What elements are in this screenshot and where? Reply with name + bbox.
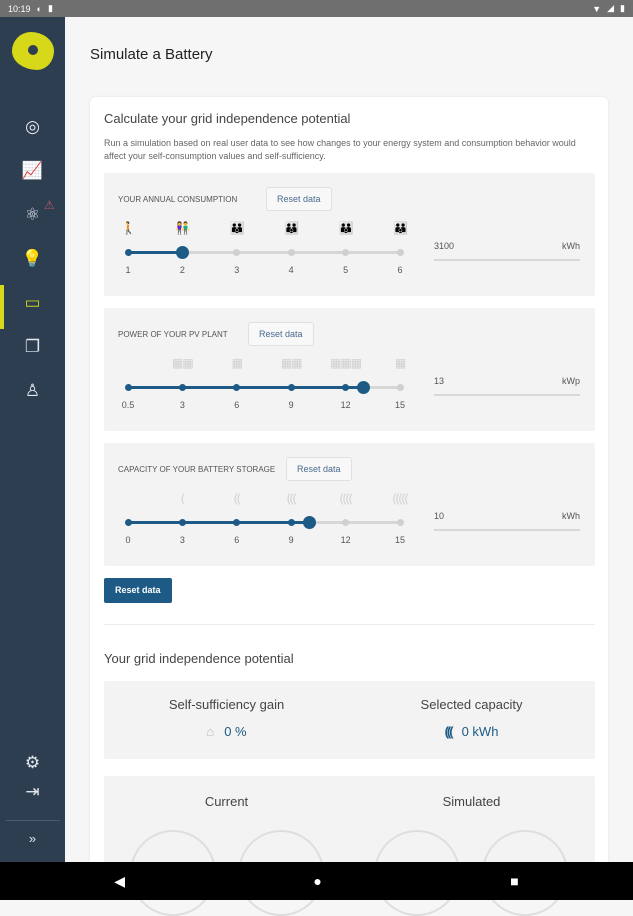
value-input[interactable]: [434, 376, 580, 396]
slider-stop[interactable]: [288, 384, 295, 391]
tick-label: 6: [397, 265, 403, 275]
status-bar: [0, 0, 633, 17]
unit-label: kWh: [562, 241, 580, 251]
gear-icon[interactable]: ⚙: [24, 753, 41, 772]
slider[interactable]: [121, 221, 407, 275]
tick-label: 3: [179, 535, 185, 545]
tick-label: 2: [179, 265, 185, 275]
slider-stop[interactable]: [233, 249, 240, 256]
level-icon: ▦▦▦: [330, 356, 362, 370]
level-icon: ▦▦: [172, 356, 193, 370]
house-icon: ⌂: [206, 724, 215, 739]
reset-all-button[interactable]: Reset data: [104, 578, 172, 603]
tick-label: 15: [394, 400, 406, 410]
unit-label: kWh: [562, 511, 580, 521]
battery-cells-icon: (((: [444, 724, 452, 739]
tick-label: 0: [125, 535, 131, 545]
clock: 10:19: [8, 3, 31, 14]
simulated-label: Simulated: [442, 794, 501, 809]
gain-value: 0 %: [224, 724, 247, 739]
tick-label: 15: [394, 535, 406, 545]
app-logo[interactable]: [12, 32, 54, 70]
slider-stop[interactable]: [179, 384, 186, 391]
slider-stop[interactable]: [342, 384, 349, 391]
divider: [104, 624, 595, 625]
user-icon[interactable]: ♙: [24, 381, 41, 400]
level-icon: ▦: [394, 356, 406, 370]
level-icon: 👪: [393, 221, 407, 235]
capacity-label: Selected capacity: [420, 697, 523, 712]
nodes-icon[interactable]: ⚛: [24, 205, 41, 224]
logout-icon[interactable]: ⇥: [25, 782, 40, 801]
value-input[interactable]: [434, 241, 580, 261]
slider-panel: [104, 173, 595, 296]
slider-stop[interactable]: [233, 384, 240, 391]
slider-label: CAPACITY OF YOUR BATTERY STORAGE: [118, 465, 276, 474]
tick-label: 6: [234, 400, 240, 410]
lightbulb-icon[interactable]: 💡: [21, 249, 44, 268]
reset-data-button[interactable]: Reset data: [286, 457, 352, 481]
slider-stop[interactable]: [288, 519, 295, 526]
wifi-icon: ▼: [592, 3, 602, 14]
current-label: Current: [204, 794, 249, 809]
tick-label: 9: [288, 400, 294, 410]
slider-stop[interactable]: [397, 384, 404, 391]
results-title: Your grid independence potential: [104, 651, 294, 666]
slider-stop[interactable]: [397, 519, 404, 526]
tick-label: 0.5: [121, 400, 135, 410]
dashboard-icon[interactable]: ◎: [25, 117, 40, 136]
slider-stop[interactable]: [125, 249, 132, 256]
slider-label: YOUR ANNUAL CONSUMPTION: [118, 195, 238, 204]
battery-icon[interactable]: ▭: [0, 285, 65, 321]
slider-stop[interactable]: [125, 384, 132, 391]
level-icon: (: [180, 491, 184, 505]
warning-icon: ⚠: [44, 198, 55, 212]
home-icon[interactable]: ●: [313, 873, 322, 889]
slider[interactable]: [125, 491, 408, 545]
recents-icon[interactable]: ■: [510, 873, 519, 889]
section-description: Run a simulation based on real user data to see how changes to your energy system and consumption behavior would affect your self-consumption values and self-sufficiency.: [104, 138, 576, 161]
line-chart-icon[interactable]: 📈: [21, 161, 44, 180]
summary-panel: [104, 681, 595, 759]
tick-label: 6: [234, 535, 240, 545]
slider-thumb[interactable]: [357, 381, 370, 394]
level-icon: ▦: [231, 356, 242, 370]
gain-label: Self-sufficiency gain: [168, 697, 285, 712]
section-title: Calculate your grid independence potential: [104, 111, 351, 126]
level-icon: 👫: [175, 221, 190, 235]
page-title: Simulate a Battery: [90, 46, 213, 63]
battery-status-icon: ▮: [620, 3, 625, 13]
level-icon: 👪: [284, 221, 299, 235]
signal-icon: ◢: [607, 3, 615, 13]
tick-label: 1: [125, 265, 131, 275]
android-nav-bar: [0, 862, 633, 900]
slider-panel: [104, 308, 595, 431]
slider-stop[interactable]: [342, 249, 349, 256]
value-input[interactable]: [434, 511, 580, 531]
tick-label: 3: [179, 400, 185, 410]
level-icon: 👪: [229, 221, 244, 235]
level-icon: ((: [233, 491, 240, 505]
chat-icon[interactable]: ❐: [24, 337, 41, 356]
notification-icon: ◐: [36, 3, 42, 14]
tick-label: 12: [340, 535, 351, 545]
sd-card-icon: ▮: [47, 3, 53, 13]
tick-label: 9: [288, 535, 294, 545]
back-icon[interactable]: ◀: [114, 872, 125, 889]
slider-thumb[interactable]: [303, 516, 316, 529]
slider-stop[interactable]: [233, 519, 240, 526]
tick-label: 5: [343, 265, 349, 275]
level-icon: (((: [286, 491, 296, 505]
level-icon: 🚶: [121, 221, 135, 235]
slider-label: POWER OF YOUR PV PLANT: [118, 330, 228, 339]
slider[interactable]: [121, 356, 406, 410]
chevron-double-right-icon[interactable]: »: [28, 830, 37, 846]
value-text: 10: [434, 511, 445, 521]
capacity-value: 0 kWh: [461, 724, 499, 739]
level-icon: 👪: [338, 221, 353, 235]
slider-stop[interactable]: [342, 519, 349, 526]
slider-panel: [104, 443, 595, 566]
slider-thumb[interactable]: [176, 246, 189, 259]
tick-label: 12: [340, 400, 351, 410]
reset-data-button[interactable]: Reset data: [266, 187, 332, 211]
sidebar: [0, 17, 65, 862]
level-icon: (((((: [392, 491, 408, 505]
slider-stop[interactable]: [288, 249, 295, 256]
unit-label: kWp: [562, 376, 580, 386]
slider-stop[interactable]: [179, 519, 186, 526]
slider-stop[interactable]: [397, 249, 404, 256]
reset-data-button[interactable]: Reset data: [248, 322, 314, 346]
tick-label: 4: [288, 265, 294, 275]
tick-label: 3: [234, 265, 240, 275]
slider-stop[interactable]: [125, 519, 132, 526]
level-icon: ((((: [339, 491, 352, 505]
value-text: 3100: [434, 241, 455, 251]
level-icon: ▦▦: [280, 356, 302, 370]
simulation-card: [90, 97, 608, 877]
value-text: 13: [434, 376, 445, 386]
